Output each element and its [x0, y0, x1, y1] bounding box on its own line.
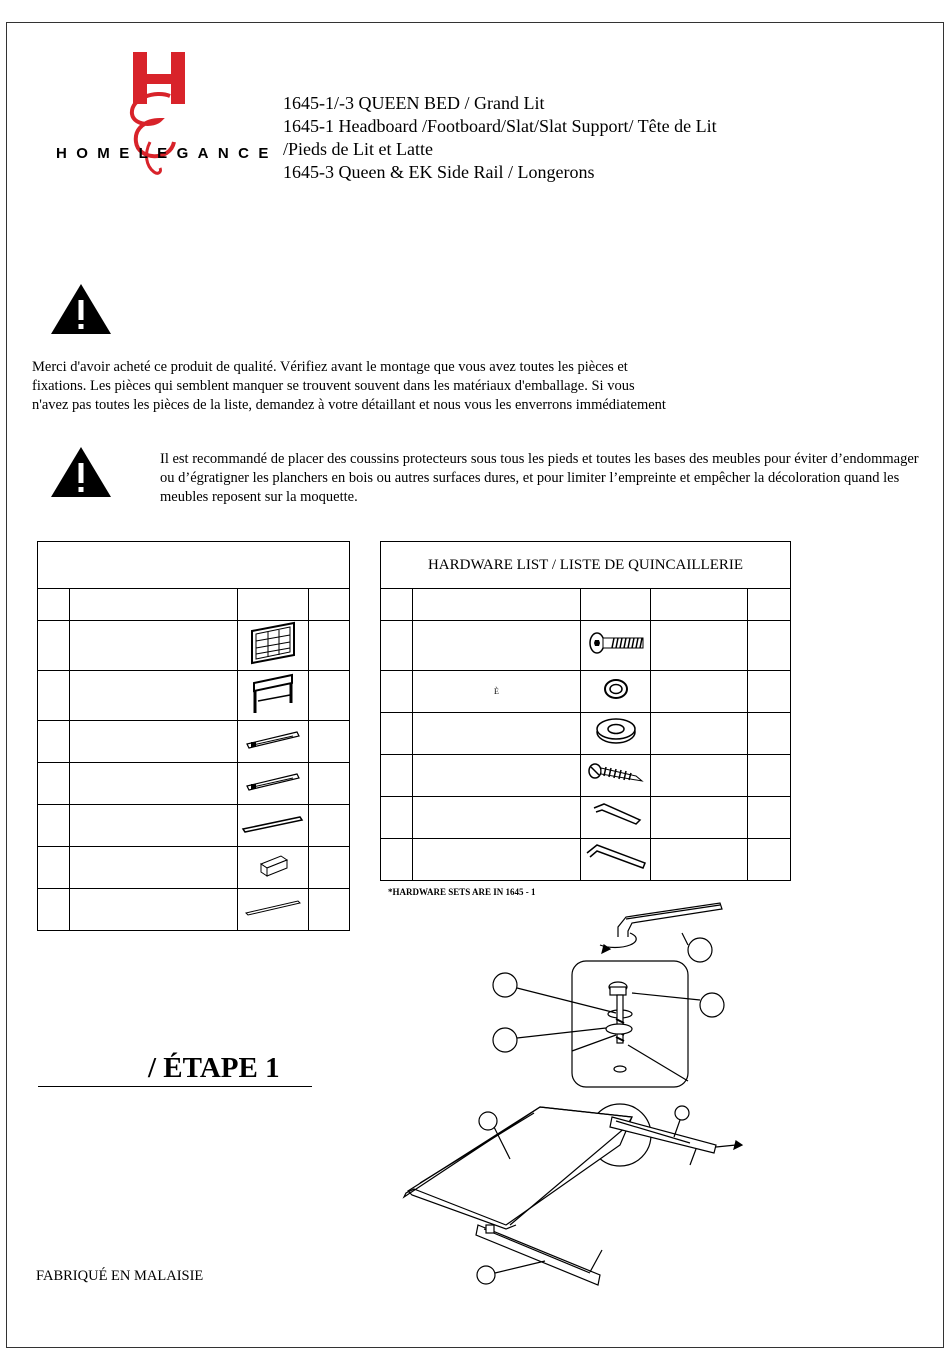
header-line-2: 1645-1 Headboard /Footboard/Slat/Slat Support/ Tête de Lit	[283, 116, 717, 136]
parts-header-cell	[38, 589, 70, 621]
step-underline	[38, 1086, 312, 1087]
lock-washer-icon	[581, 671, 651, 713]
header-title	[283, 92, 717, 184]
made-in-label: FABRIQUÉ EN MALAISIE	[36, 1268, 204, 1284]
table-row	[38, 889, 350, 931]
header-line-4: 1645-3 Queen & EK Side Rail / Longerons	[283, 162, 595, 182]
hardware-table	[380, 541, 791, 881]
table-row	[38, 621, 350, 671]
table-row: È	[381, 671, 791, 713]
warning-triangle-icon	[49, 282, 113, 336]
headboard-icon	[238, 621, 309, 671]
table-row	[381, 713, 791, 755]
hardware-note: *HARDWARE SETS ARE IN 1645 - 1	[388, 887, 536, 897]
table-row	[38, 671, 350, 721]
table-row	[381, 621, 791, 671]
floor-protection-paragraph: Il est recommandé de placer des coussins protecteurs sous tous les pieds et toutes les bases des meubles pour éviter d’endommager ou d’égratigner les planchers en bois ou autres surfaces dures, et pour limiter l’empreinte et empêcher la décoloration quand les meubles reposent sur la moquette.	[160, 451, 919, 505]
large-allen-key-icon	[581, 839, 651, 881]
parts-table	[37, 541, 350, 931]
table-row	[38, 763, 350, 805]
slat-support-icon	[238, 805, 309, 847]
brand-wordmark: HOMELEGANCE	[56, 145, 278, 162]
header-line-1: 1645-1/-3 QUEEN BED / Grand Lit	[283, 93, 545, 113]
table-row	[38, 721, 350, 763]
step-heading: / ÉTAPE 1	[148, 1052, 280, 1084]
bolt-icon	[581, 621, 651, 671]
table-row	[38, 847, 350, 889]
side-rail-icon	[238, 721, 309, 763]
intro-paragraph: Merci d'avoir acheté ce produit de qualité. Vérifiez avant le montage que vous avez toutes les pièces et fixations. Les pièces qui semblent manquer se trouvent souvent dans les matériaux d'emballage. Si vous n'avez pas toutes les pièces de la liste, demandez à votre détaillant et nous vous les enverrons immédiatement	[32, 359, 666, 413]
parts-table-title	[38, 542, 350, 589]
table-row	[38, 805, 350, 847]
flat-washer-icon	[581, 713, 651, 755]
hardware-table-title: HARDWARE LIST / LISTE DE QUINCAILLERIE	[381, 542, 791, 589]
warning-triangle-icon	[49, 445, 113, 499]
parts-header-cell	[309, 589, 350, 621]
header-line-3: /Pieds de Lit et Latte	[283, 139, 433, 159]
table-row	[381, 839, 791, 881]
slat-icon	[238, 889, 309, 931]
leg-icon	[238, 847, 309, 889]
side-rail-icon	[238, 763, 309, 805]
footboard-icon	[238, 671, 309, 721]
table-row	[381, 797, 791, 839]
parts-header-cell	[238, 589, 309, 621]
parts-header-cell	[70, 589, 238, 621]
table-row	[381, 755, 791, 797]
wood-screw-icon	[581, 755, 651, 797]
assembly-diagram	[390, 895, 760, 1300]
small-allen-key-icon	[581, 797, 651, 839]
